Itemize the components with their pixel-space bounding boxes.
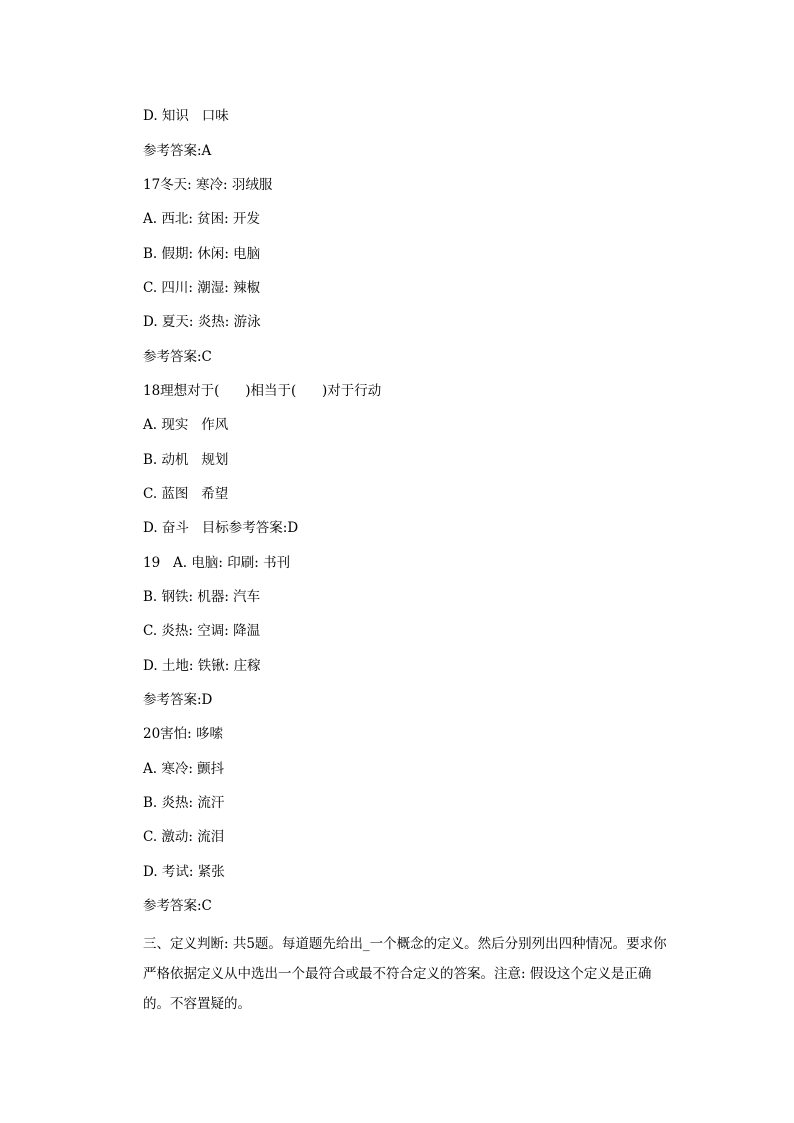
option-c-20: C. 激动: 流泪: [143, 829, 225, 845]
option-d-16: D. 知识 口味: [143, 108, 229, 124]
option-d-20: D. 考试: 紧张: [143, 864, 225, 880]
answer-19: 参考答案:D: [143, 692, 213, 708]
section-paragraph: 三、定义判断: 共5题。每道题先给出_一个概念的定义。然后分别列出四种情况。要求你严格依据定义从中选出一个最符合或最不符合定义的答案。注意: 假设这个定义是正确的。不容置疑的。: [143, 936, 667, 1012]
option-b-19: B. 钢铁: 机器: 汽车: [143, 589, 261, 605]
option-b-17: B. 假期: 休闲: 电脑: [143, 246, 261, 262]
option-c-18: C. 蓝图 希望: [143, 486, 229, 502]
option-a-18: A. 现实 作风: [143, 417, 229, 433]
answer-20: 参考答案:C: [143, 898, 212, 914]
question-19: 19 A. 电脑: 印刷: 书刊: [143, 555, 291, 571]
option-a-17: A. 西北: 贫困: 开发: [143, 211, 261, 227]
question-20: 20害怕: 哆嗦: [143, 726, 224, 742]
option-d-19: D. 土地: 铁锹: 庄稼: [143, 658, 261, 674]
answer-16: 参考答案:A: [143, 143, 212, 159]
answer-17: 参考答案:C: [143, 349, 212, 365]
option-d-17: D. 夏天: 炎热: 游泳: [143, 314, 261, 330]
option-c-17: C. 四川: 潮湿: 辣椒: [143, 280, 261, 296]
option-c-19: C. 炎热: 空调: 降温: [143, 623, 261, 639]
option-a-20: A. 寒冷: 颤抖: [143, 761, 225, 777]
option-d-18: D. 奋斗 目标参考答案:D: [143, 520, 299, 536]
question-18: 18理想对于( )相当于( )对于行动: [143, 383, 382, 399]
question-17: 17冬天: 寒冷: 羽绒服: [143, 177, 273, 193]
option-b-18: B. 动机 规划: [143, 452, 229, 468]
option-b-20: B. 炎热: 流汗: [143, 795, 225, 811]
